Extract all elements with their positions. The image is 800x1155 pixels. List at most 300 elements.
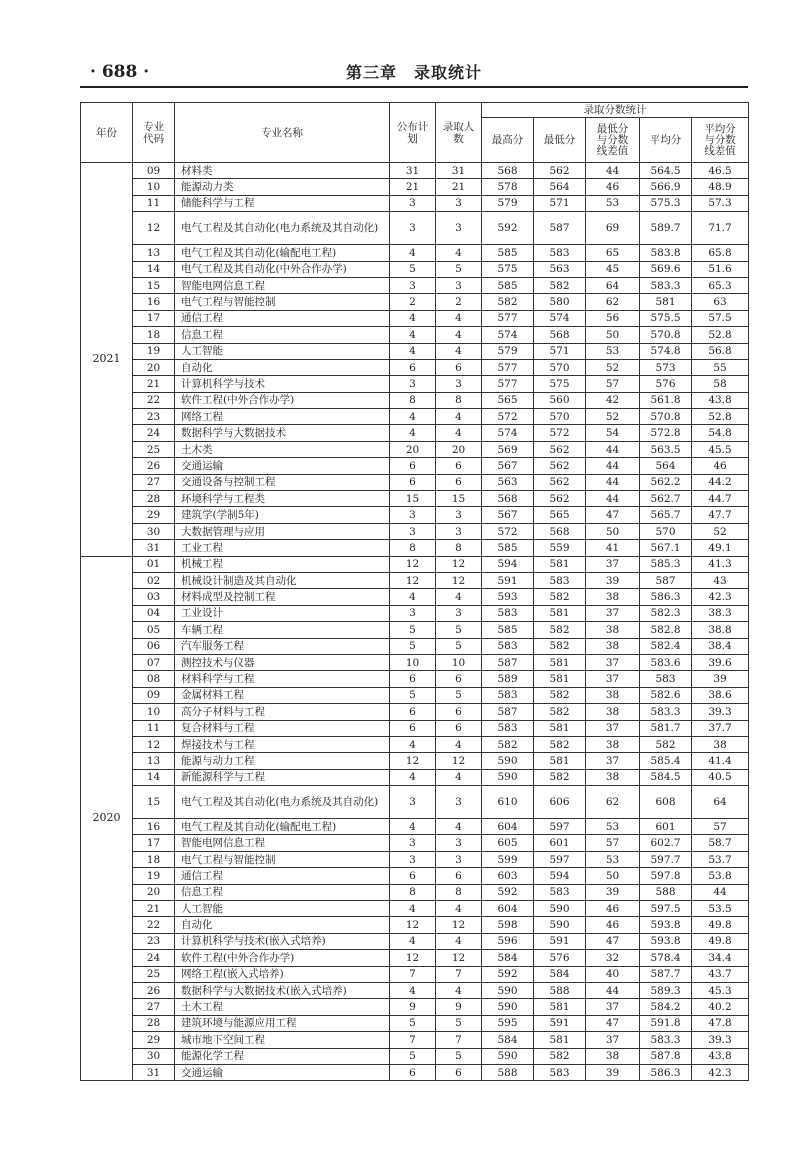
cell-avg-diff: 64 bbox=[692, 786, 749, 819]
cell-max: 592 bbox=[482, 884, 534, 900]
cell-min: 606 bbox=[534, 786, 586, 819]
cell-avg: 586.3 bbox=[640, 589, 692, 605]
cell-code: 08 bbox=[133, 671, 175, 687]
cell-avg: 583.6 bbox=[640, 654, 692, 670]
cell-max: 585 bbox=[482, 540, 534, 556]
cell-min-diff: 65 bbox=[586, 245, 640, 261]
cell-plan: 4 bbox=[390, 769, 436, 785]
cell-min: 572 bbox=[534, 425, 586, 441]
table-row bbox=[81, 261, 749, 277]
cell-max: 572 bbox=[482, 523, 534, 539]
table-row bbox=[81, 359, 749, 375]
cell-plan: 3 bbox=[390, 507, 436, 523]
cell-min: 570 bbox=[534, 359, 586, 375]
cell-min: 583 bbox=[534, 884, 586, 900]
cell-admitted: 20 bbox=[436, 441, 482, 457]
cell-avg: 573 bbox=[640, 359, 692, 375]
cell-admitted: 4 bbox=[436, 327, 482, 343]
cell-avg-diff: 41.3 bbox=[692, 556, 749, 572]
cell-min: 591 bbox=[534, 1015, 586, 1031]
cell-max: 590 bbox=[482, 1048, 534, 1064]
cell-major: 金属材料工程 bbox=[175, 687, 390, 703]
cell-avg-diff: 47.8 bbox=[692, 1015, 749, 1031]
cell-major: 电气工程及其自动化(中外合作办学) bbox=[175, 261, 390, 277]
table-body bbox=[81, 163, 749, 1081]
cell-min: 582 bbox=[534, 769, 586, 785]
column-header-max: 最高分 bbox=[482, 118, 534, 163]
cell-avg-diff: 65.8 bbox=[692, 245, 749, 261]
cell-plan: 6 bbox=[390, 720, 436, 736]
cell-code: 07 bbox=[133, 654, 175, 670]
cell-min: 571 bbox=[534, 195, 586, 211]
cell-min-diff: 54 bbox=[586, 425, 640, 441]
cell-avg-diff: 63 bbox=[692, 294, 749, 310]
cell-max: 610 bbox=[482, 786, 534, 819]
cell-min-diff: 45 bbox=[586, 261, 640, 277]
cell-avg-diff: 46.5 bbox=[692, 163, 749, 179]
cell-plan: 3 bbox=[390, 523, 436, 539]
cell-major: 机械工程 bbox=[175, 556, 390, 572]
cell-max: 577 bbox=[482, 310, 534, 326]
cell-admitted: 3 bbox=[436, 851, 482, 867]
cell-plan: 3 bbox=[390, 835, 436, 851]
cell-code: 11 bbox=[133, 720, 175, 736]
cell-code: 29 bbox=[133, 1032, 175, 1048]
cell-code: 27 bbox=[133, 999, 175, 1015]
cell-code: 28 bbox=[133, 1015, 175, 1031]
cell-min: 568 bbox=[534, 523, 586, 539]
cell-major: 焊接技术与工程 bbox=[175, 736, 390, 752]
cell-admitted: 5 bbox=[436, 261, 482, 277]
cell-admitted: 2 bbox=[436, 294, 482, 310]
table-row bbox=[81, 1048, 749, 1064]
cell-avg-diff: 38.3 bbox=[692, 605, 749, 621]
cell-code: 19 bbox=[133, 343, 175, 359]
cell-min: 591 bbox=[534, 933, 586, 949]
cell-major: 工业工程 bbox=[175, 540, 390, 556]
table-row bbox=[81, 1064, 749, 1080]
cell-major: 信息工程 bbox=[175, 327, 390, 343]
cell-code: 14 bbox=[133, 261, 175, 277]
cell-admitted: 5 bbox=[436, 687, 482, 703]
cell-min-diff: 37 bbox=[586, 605, 640, 621]
cell-min: 570 bbox=[534, 409, 586, 425]
cell-admitted: 3 bbox=[436, 195, 482, 211]
cell-min: 581 bbox=[534, 720, 586, 736]
cell-min-diff: 38 bbox=[586, 638, 640, 654]
cell-max: 596 bbox=[482, 933, 534, 949]
cell-min-diff: 53 bbox=[586, 195, 640, 211]
cell-admitted: 4 bbox=[436, 933, 482, 949]
cell-admitted: 6 bbox=[436, 720, 482, 736]
table-row bbox=[81, 605, 749, 621]
cell-min-diff: 37 bbox=[586, 753, 640, 769]
cell-min: 597 bbox=[534, 851, 586, 867]
cell-avg: 587.8 bbox=[640, 1048, 692, 1064]
cell-plan: 3 bbox=[390, 212, 436, 245]
cell-max: 590 bbox=[482, 753, 534, 769]
table-row bbox=[81, 753, 749, 769]
table-row bbox=[81, 343, 749, 359]
cell-code: 02 bbox=[133, 572, 175, 588]
cell-avg-diff: 41.4 bbox=[692, 753, 749, 769]
cell-avg: 597.7 bbox=[640, 851, 692, 867]
cell-avg-diff: 44.7 bbox=[692, 491, 749, 507]
cell-min-diff: 53 bbox=[586, 343, 640, 359]
cell-admitted: 3 bbox=[436, 376, 482, 392]
cell-avg: 587 bbox=[640, 572, 692, 588]
cell-min: 559 bbox=[534, 540, 586, 556]
cell-code: 11 bbox=[133, 195, 175, 211]
cell-avg: 588 bbox=[640, 884, 692, 900]
cell-avg-diff: 45.5 bbox=[692, 441, 749, 457]
cell-plan: 6 bbox=[390, 671, 436, 687]
table-row bbox=[81, 245, 749, 261]
cell-code: 17 bbox=[133, 310, 175, 326]
cell-major: 土木类 bbox=[175, 441, 390, 457]
table-row bbox=[81, 917, 749, 933]
cell-code: 19 bbox=[133, 868, 175, 884]
cell-code: 15 bbox=[133, 786, 175, 819]
table-row bbox=[81, 720, 749, 736]
cell-min: 587 bbox=[534, 212, 586, 245]
cell-admitted: 6 bbox=[436, 359, 482, 375]
cell-min: 562 bbox=[534, 441, 586, 457]
cell-code: 26 bbox=[133, 458, 175, 474]
cell-major: 材料成型及控制工程 bbox=[175, 589, 390, 605]
cell-min: 582 bbox=[534, 687, 586, 703]
cell-avg-diff: 44.2 bbox=[692, 474, 749, 490]
cell-max: 588 bbox=[482, 1064, 534, 1080]
cell-avg-diff: 53.7 bbox=[692, 851, 749, 867]
cell-min-diff: 38 bbox=[586, 589, 640, 605]
cell-major: 电气工程与智能控制 bbox=[175, 294, 390, 310]
table-row bbox=[81, 933, 749, 949]
cell-min-diff: 44 bbox=[586, 491, 640, 507]
cell-min-diff: 42 bbox=[586, 392, 640, 408]
cell-min: 582 bbox=[534, 622, 586, 638]
cell-major: 电气工程及其自动化(输配电工程) bbox=[175, 245, 390, 261]
cell-code: 22 bbox=[133, 392, 175, 408]
cell-plan: 2 bbox=[390, 294, 436, 310]
cell-plan: 10 bbox=[390, 654, 436, 670]
cell-min-diff: 38 bbox=[586, 736, 640, 752]
cell-admitted: 4 bbox=[436, 982, 482, 998]
cell-avg: 587.7 bbox=[640, 966, 692, 982]
year-cell: 2021 bbox=[81, 163, 133, 557]
cell-avg: 583.8 bbox=[640, 245, 692, 261]
cell-max: 572 bbox=[482, 409, 534, 425]
cell-min-diff: 50 bbox=[586, 523, 640, 539]
cell-code: 25 bbox=[133, 966, 175, 982]
cell-major: 交通运输 bbox=[175, 458, 390, 474]
cell-major: 网络工程 bbox=[175, 409, 390, 425]
cell-max: 579 bbox=[482, 195, 534, 211]
cell-min: 583 bbox=[534, 1064, 586, 1080]
cell-avg-diff: 43.7 bbox=[692, 966, 749, 982]
cell-plan: 3 bbox=[390, 786, 436, 819]
cell-plan: 4 bbox=[390, 589, 436, 605]
cell-max: 590 bbox=[482, 982, 534, 998]
table-row bbox=[81, 1015, 749, 1031]
cell-plan: 5 bbox=[390, 622, 436, 638]
cell-min-diff: 37 bbox=[586, 654, 640, 670]
cell-max: 595 bbox=[482, 1015, 534, 1031]
cell-min-diff: 50 bbox=[586, 327, 640, 343]
cell-code: 16 bbox=[133, 294, 175, 310]
cell-admitted: 12 bbox=[436, 753, 482, 769]
cell-max: 590 bbox=[482, 769, 534, 785]
cell-min-diff: 50 bbox=[586, 868, 640, 884]
cell-avg-diff: 34.4 bbox=[692, 950, 749, 966]
cell-avg-diff: 47.7 bbox=[692, 507, 749, 523]
cell-major: 土木工程 bbox=[175, 999, 390, 1015]
cell-min-diff: 52 bbox=[586, 359, 640, 375]
cell-major: 自动化 bbox=[175, 917, 390, 933]
cell-code: 01 bbox=[133, 556, 175, 572]
cell-avg: 583.3 bbox=[640, 277, 692, 293]
cell-min: 581 bbox=[534, 556, 586, 572]
cell-max: 604 bbox=[482, 901, 534, 917]
cell-avg-diff: 39 bbox=[692, 671, 749, 687]
table-row bbox=[81, 277, 749, 293]
cell-plan: 3 bbox=[390, 277, 436, 293]
cell-avg-diff: 57 bbox=[692, 819, 749, 835]
cell-code: 31 bbox=[133, 1064, 175, 1080]
cell-avg: 589.3 bbox=[640, 982, 692, 998]
cell-major: 汽车服务工程 bbox=[175, 638, 390, 654]
cell-avg: 576 bbox=[640, 376, 692, 392]
cell-min-diff: 38 bbox=[586, 769, 640, 785]
cell-max: 599 bbox=[482, 851, 534, 867]
cell-avg: 582.6 bbox=[640, 687, 692, 703]
cell-code: 10 bbox=[133, 179, 175, 195]
cell-major: 材料类 bbox=[175, 163, 390, 179]
cell-major: 数据科学与大数据技术 bbox=[175, 425, 390, 441]
table-row bbox=[81, 999, 749, 1015]
table-row bbox=[81, 310, 749, 326]
cell-admitted: 8 bbox=[436, 392, 482, 408]
cell-avg-diff: 49.8 bbox=[692, 933, 749, 949]
cell-min: 582 bbox=[534, 277, 586, 293]
cell-major: 智能电网信息工程 bbox=[175, 277, 390, 293]
cell-avg: 575.5 bbox=[640, 310, 692, 326]
cell-min-diff: 44 bbox=[586, 458, 640, 474]
cell-avg-diff: 38.6 bbox=[692, 687, 749, 703]
cell-avg: 582 bbox=[640, 736, 692, 752]
cell-code: 20 bbox=[133, 884, 175, 900]
table-row bbox=[81, 819, 749, 835]
cell-code: 10 bbox=[133, 704, 175, 720]
cell-major: 智能电网信息工程 bbox=[175, 835, 390, 851]
cell-min-diff: 37 bbox=[586, 556, 640, 572]
cell-min: 601 bbox=[534, 835, 586, 851]
cell-admitted: 3 bbox=[436, 605, 482, 621]
cell-code: 27 bbox=[133, 474, 175, 490]
cell-major: 交通运输 bbox=[175, 1064, 390, 1080]
cell-code: 16 bbox=[133, 819, 175, 835]
cell-major: 通信工程 bbox=[175, 868, 390, 884]
cell-admitted: 4 bbox=[436, 589, 482, 605]
cell-admitted: 6 bbox=[436, 704, 482, 720]
cell-min: 580 bbox=[534, 294, 586, 310]
cell-admitted: 6 bbox=[436, 868, 482, 884]
cell-code: 14 bbox=[133, 769, 175, 785]
cell-min-diff: 53 bbox=[586, 819, 640, 835]
table-row bbox=[81, 966, 749, 982]
cell-plan: 4 bbox=[390, 310, 436, 326]
cell-min-diff: 56 bbox=[586, 310, 640, 326]
cell-max: 593 bbox=[482, 589, 534, 605]
cell-avg-diff: 39.6 bbox=[692, 654, 749, 670]
cell-min: 571 bbox=[534, 343, 586, 359]
table-row bbox=[81, 589, 749, 605]
cell-plan: 4 bbox=[390, 425, 436, 441]
cell-avg: 567.1 bbox=[640, 540, 692, 556]
table-row bbox=[81, 392, 749, 408]
table-row bbox=[81, 409, 749, 425]
cell-max: 603 bbox=[482, 868, 534, 884]
cell-min-diff: 32 bbox=[586, 950, 640, 966]
cell-min-diff: 57 bbox=[586, 835, 640, 851]
cell-major: 工业设计 bbox=[175, 605, 390, 621]
cell-min: 562 bbox=[534, 163, 586, 179]
column-header-code: 专业 代码 bbox=[133, 103, 175, 163]
cell-avg: 585.4 bbox=[640, 753, 692, 769]
cell-plan: 8 bbox=[390, 392, 436, 408]
cell-code: 18 bbox=[133, 327, 175, 343]
cell-min: 582 bbox=[534, 736, 586, 752]
cell-avg-diff: 57.3 bbox=[692, 195, 749, 211]
table-row bbox=[81, 327, 749, 343]
cell-avg: 581 bbox=[640, 294, 692, 310]
cell-major: 复合材料与工程 bbox=[175, 720, 390, 736]
cell-min-diff: 46 bbox=[586, 917, 640, 933]
cell-avg-diff: 40.2 bbox=[692, 999, 749, 1015]
cell-plan: 4 bbox=[390, 245, 436, 261]
cell-min-diff: 53 bbox=[586, 851, 640, 867]
cell-code: 23 bbox=[133, 409, 175, 425]
cell-admitted: 8 bbox=[436, 540, 482, 556]
cell-plan: 6 bbox=[390, 1064, 436, 1080]
cell-min-diff: 44 bbox=[586, 163, 640, 179]
cell-plan: 5 bbox=[390, 638, 436, 654]
cell-plan: 12 bbox=[390, 917, 436, 933]
table-row bbox=[81, 163, 749, 179]
cell-min-diff: 44 bbox=[586, 474, 640, 490]
cell-min: 581 bbox=[534, 753, 586, 769]
cell-avg: 585.3 bbox=[640, 556, 692, 572]
cell-avg: 570.8 bbox=[640, 327, 692, 343]
cell-avg-diff: 53.5 bbox=[692, 901, 749, 917]
year-cell: 2020 bbox=[81, 556, 133, 1081]
cell-admitted: 4 bbox=[436, 310, 482, 326]
table-row bbox=[81, 851, 749, 867]
cell-code: 28 bbox=[133, 491, 175, 507]
table-row bbox=[81, 638, 749, 654]
cell-plan: 4 bbox=[390, 901, 436, 917]
cell-max: 592 bbox=[482, 966, 534, 982]
cell-min: 582 bbox=[534, 704, 586, 720]
cell-avg: 563.5 bbox=[640, 441, 692, 457]
cell-plan: 6 bbox=[390, 458, 436, 474]
cell-min-diff: 47 bbox=[586, 507, 640, 523]
cell-min: 581 bbox=[534, 671, 586, 687]
cell-avg: 575.3 bbox=[640, 195, 692, 211]
cell-code: 21 bbox=[133, 376, 175, 392]
page-number: · 688 · bbox=[90, 62, 150, 82]
table-row bbox=[81, 704, 749, 720]
cell-code: 26 bbox=[133, 982, 175, 998]
cell-plan: 4 bbox=[390, 343, 436, 359]
column-header-avg-diff: 平均分 与分数 线差值 bbox=[692, 118, 749, 163]
cell-min: 581 bbox=[534, 654, 586, 670]
cell-major: 网络工程(嵌入式培养) bbox=[175, 966, 390, 982]
cell-min: 560 bbox=[534, 392, 586, 408]
cell-avg: 562.2 bbox=[640, 474, 692, 490]
cell-code: 06 bbox=[133, 638, 175, 654]
cell-avg: 574.8 bbox=[640, 343, 692, 359]
cell-code: 13 bbox=[133, 245, 175, 261]
cell-admitted: 5 bbox=[436, 638, 482, 654]
cell-code: 20 bbox=[133, 359, 175, 375]
cell-avg-diff: 53.8 bbox=[692, 868, 749, 884]
cell-avg-diff: 39.3 bbox=[692, 1032, 749, 1048]
cell-plan: 12 bbox=[390, 572, 436, 588]
cell-max: 575 bbox=[482, 261, 534, 277]
cell-plan: 21 bbox=[390, 179, 436, 195]
cell-plan: 3 bbox=[390, 605, 436, 621]
cell-major: 环境科学与工程类 bbox=[175, 491, 390, 507]
cell-avg: 570.8 bbox=[640, 409, 692, 425]
cell-plan: 8 bbox=[390, 540, 436, 556]
cell-admitted: 4 bbox=[436, 409, 482, 425]
cell-admitted: 4 bbox=[436, 901, 482, 917]
cell-min-diff: 41 bbox=[586, 540, 640, 556]
cell-min-diff: 44 bbox=[586, 982, 640, 998]
table-row bbox=[81, 901, 749, 917]
cell-admitted: 12 bbox=[436, 556, 482, 572]
cell-major: 交通设备与控制工程 bbox=[175, 474, 390, 490]
table-row bbox=[81, 376, 749, 392]
cell-admitted: 5 bbox=[436, 1048, 482, 1064]
cell-min: 562 bbox=[534, 458, 586, 474]
cell-avg: 583.3 bbox=[640, 1032, 692, 1048]
cell-max: 583 bbox=[482, 605, 534, 621]
cell-plan: 12 bbox=[390, 950, 436, 966]
cell-plan: 4 bbox=[390, 819, 436, 835]
table-row bbox=[81, 868, 749, 884]
cell-admitted: 3 bbox=[436, 277, 482, 293]
cell-admitted: 7 bbox=[436, 966, 482, 982]
cell-avg: 581.7 bbox=[640, 720, 692, 736]
cell-admitted: 10 bbox=[436, 654, 482, 670]
cell-max: 567 bbox=[482, 458, 534, 474]
cell-admitted: 5 bbox=[436, 622, 482, 638]
table-row bbox=[81, 671, 749, 687]
table-row bbox=[81, 736, 749, 752]
cell-avg-diff: 51.6 bbox=[692, 261, 749, 277]
table-row bbox=[81, 458, 749, 474]
cell-avg: 569.6 bbox=[640, 261, 692, 277]
cell-max: 568 bbox=[482, 163, 534, 179]
cell-avg: 566.9 bbox=[640, 179, 692, 195]
cell-max: 590 bbox=[482, 999, 534, 1015]
cell-plan: 20 bbox=[390, 441, 436, 457]
cell-code: 22 bbox=[133, 917, 175, 933]
cell-major: 车辆工程 bbox=[175, 622, 390, 638]
cell-admitted: 9 bbox=[436, 999, 482, 1015]
